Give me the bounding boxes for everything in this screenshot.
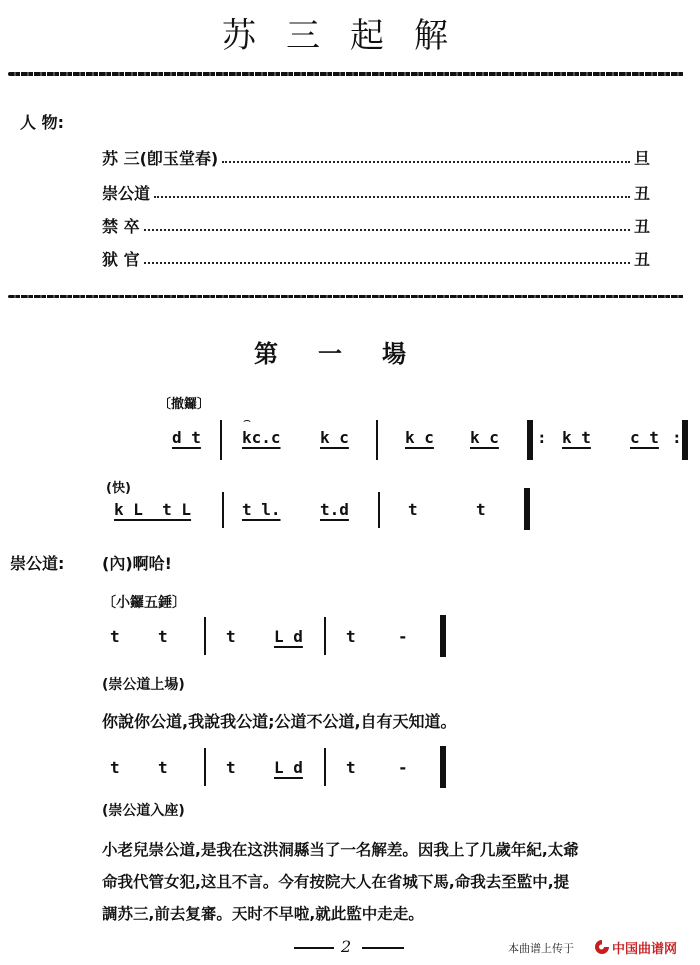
notation-beat: kc.c <box>242 428 281 447</box>
bar-line <box>324 748 326 786</box>
footer-rule <box>294 947 334 949</box>
cast-row <box>102 213 650 237</box>
final-barline <box>440 746 446 788</box>
repeat-dots: : <box>537 428 547 447</box>
fermata-icon: ⌢ <box>243 413 251 427</box>
page-number: 2 <box>341 937 352 956</box>
final-barline <box>524 488 530 530</box>
cast-row <box>102 180 650 204</box>
monologue-line: 調苏三,前去复審。天时不早啦,就此監中走走。 <box>102 905 424 923</box>
bar-line <box>222 492 224 528</box>
notation-beat: d t <box>172 428 201 447</box>
notation-beat: t <box>476 500 486 519</box>
bar-line <box>324 617 326 655</box>
site-logo-icon <box>593 939 611 955</box>
leader-dots <box>154 186 630 198</box>
notation-beat: t <box>110 758 120 777</box>
monologue-line: 命我代管女犯,这且不言。今有按院大人在省城下馬,命我去至監中,提 <box>102 873 570 891</box>
percussion-label: 〔撤鑼〕 <box>158 397 211 412</box>
notation-beat: t <box>226 627 236 646</box>
leader-dots <box>222 151 630 163</box>
tempo-label: (快) <box>106 481 131 496</box>
stage-direction: (崇公道入座) <box>102 803 185 819</box>
notation-beat: k c <box>320 428 349 447</box>
cast-row <box>102 145 650 169</box>
bar-line <box>378 492 380 528</box>
cast-divider <box>8 295 684 298</box>
cast-heading: 人 物: <box>20 113 64 132</box>
bar-line <box>204 617 206 655</box>
watermark-brand: 中国曲谱网 <box>612 942 678 957</box>
notation-beat: L d <box>274 627 303 646</box>
notation-beat: k t <box>562 428 591 447</box>
monologue-line: 小老兒崇公道,是我在这洪洞縣当了一名解差。因我上了几歲年紀,太爺 <box>102 841 579 859</box>
bar-line <box>220 420 222 460</box>
notation-beat: t <box>346 627 356 646</box>
notation-beat: t <box>408 500 418 519</box>
cast-role: 旦 <box>633 148 650 168</box>
notation-beat: k c <box>470 428 499 447</box>
bar-line <box>204 748 206 786</box>
cast-name: 苏 三(卽玉堂春) <box>102 148 219 168</box>
scene-title: 第一場 <box>254 340 446 368</box>
notation-beat: k L t L <box>114 500 192 519</box>
notation-beat: c t <box>630 428 659 447</box>
stage-direction: (崇公道上場) <box>102 677 185 693</box>
notation-beat: k c <box>405 428 434 447</box>
notation-beat: - <box>398 627 408 646</box>
repeat-start-barline <box>527 420 533 460</box>
cast-role: 丑 <box>633 249 650 269</box>
page-title: 苏三起解 <box>222 16 478 56</box>
watermark-text: 本曲谱上传于 <box>508 942 574 955</box>
notation-beat: t l. <box>242 500 281 519</box>
speaker-name: 崇公道: <box>10 554 65 573</box>
notation-beat: t <box>158 627 168 646</box>
notation-beat: t <box>226 758 236 777</box>
cast-role: 丑 <box>633 183 650 203</box>
cast-role: 丑 <box>633 216 650 236</box>
final-barline <box>440 615 446 657</box>
notation-beat: - <box>398 758 408 777</box>
dialogue-line: (內)啊哈! <box>102 554 172 573</box>
cast-name: 狱 官 <box>102 249 140 269</box>
leader-dots <box>144 252 630 264</box>
notation-beat: t <box>110 627 120 646</box>
cast-row <box>102 246 650 270</box>
notation-beat: t <box>346 758 356 777</box>
notation-beat: t.d <box>320 500 349 519</box>
percussion-label: 〔小鑼五錘〕 <box>102 595 186 611</box>
repeat-end-barline <box>682 420 688 460</box>
notation-beat: t <box>158 758 168 777</box>
notation-beat: L d <box>274 758 303 777</box>
repeat-dots: : <box>672 428 682 447</box>
cast-name: 崇公道 <box>102 183 151 203</box>
verse-line: 你說你公道,我說我公道;公道不公道,自有天知道。 <box>102 712 457 731</box>
top-divider <box>8 72 684 76</box>
cast-name: 禁 卒 <box>102 216 140 236</box>
footer-rule <box>362 947 404 949</box>
bar-line <box>376 420 378 460</box>
leader-dots <box>144 219 630 231</box>
